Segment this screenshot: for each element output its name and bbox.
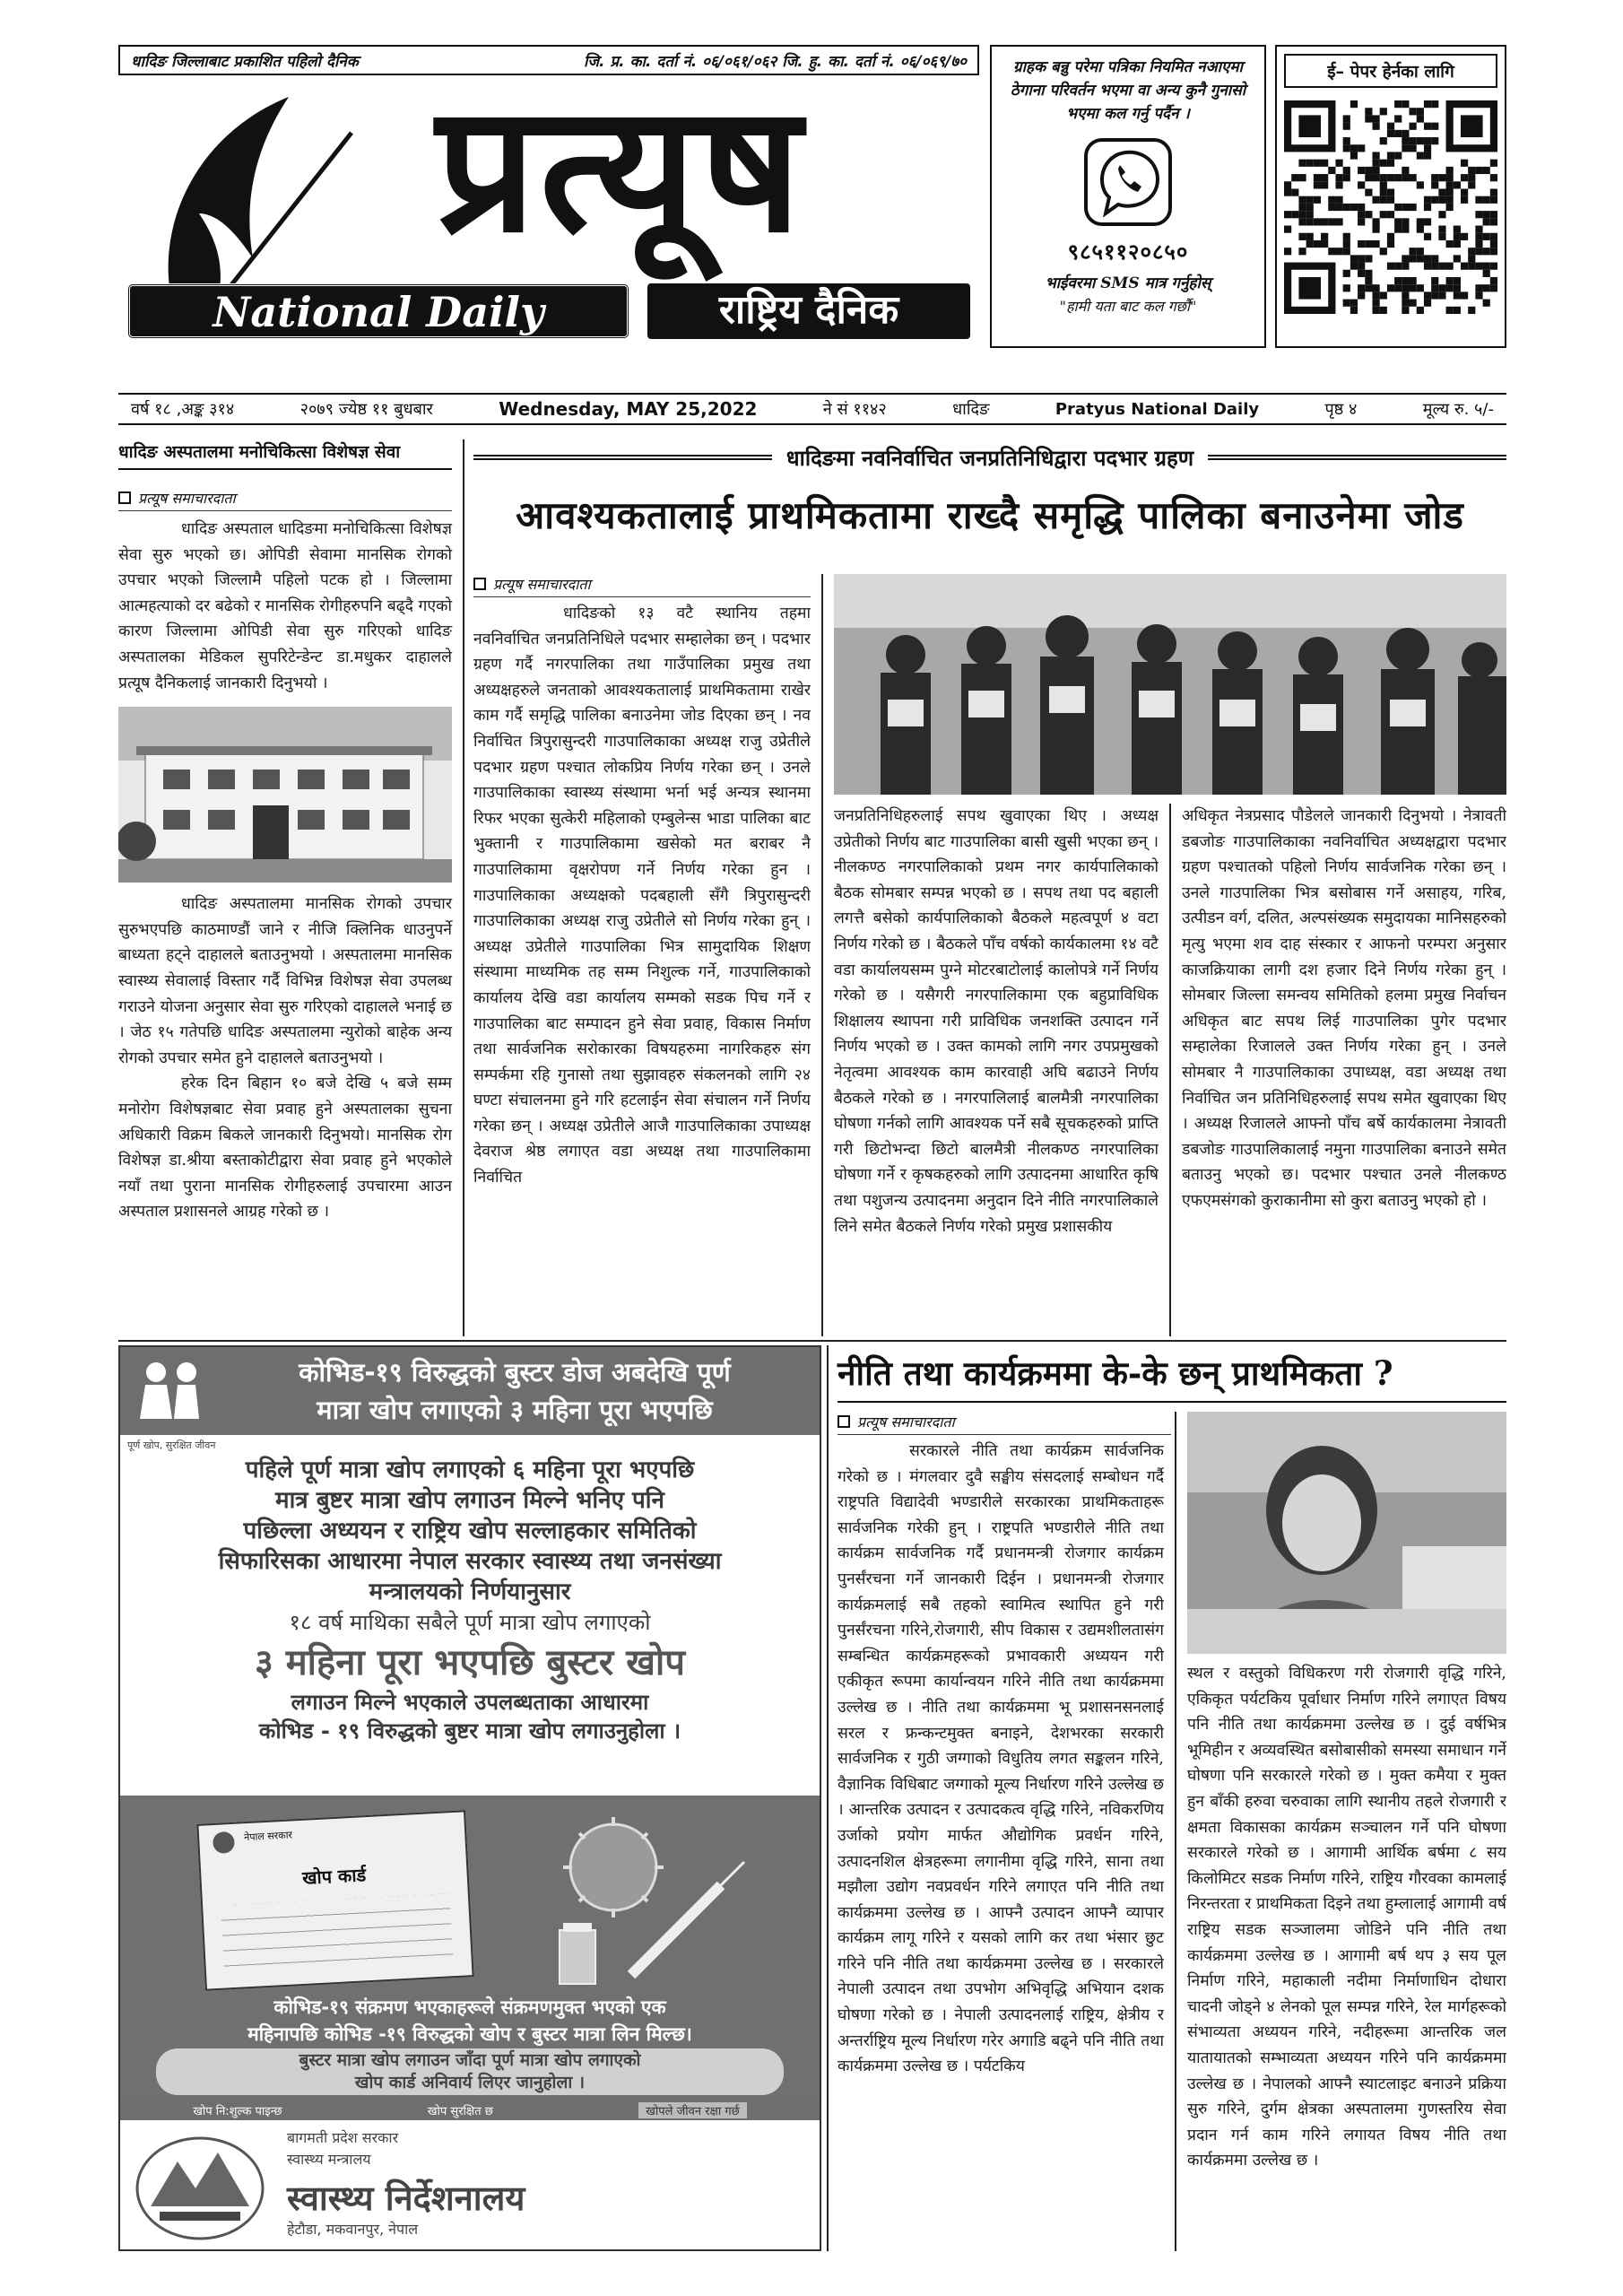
hospital-building-image xyxy=(118,707,452,883)
paper-name-en: Pratyus National Daily xyxy=(1055,399,1260,419)
square-icon xyxy=(118,491,131,504)
byline-text: प्रत्यूष समाचारदाता xyxy=(138,490,236,507)
phone-number: ९८५११२०८५० xyxy=(1067,239,1189,265)
logo-block xyxy=(118,65,979,348)
ad-big-line: ३ महिना पूरा भएपछि बुस्टर खोप xyxy=(254,1642,686,1683)
card-notice-box xyxy=(156,2048,784,2095)
page-count: पृष्ठ ४ xyxy=(1324,400,1358,419)
ad-body-line4: सिफारिसका आधारमा नेपाल सरकार स्वास्थ्य तथा जनसंख्या xyxy=(218,1548,722,1575)
square-icon xyxy=(473,578,486,590)
dateline-bar xyxy=(118,393,1506,425)
ad-tag-free: खोप नि:शुल्क पाइन्छ xyxy=(193,2105,282,2118)
lead-col1: धादिङको १३ वटै स्थानिय तहमा नवनिर्वाचित जनप्रतिनिधिले पदभार सम्हालेका छन् । पदभार ग्रहण गर्दै नगरपालिका तथा गाउँपालिका प्रमुख तथा अध्यक्षहरुले जनताको आवश्यकतालाई प्राथमिकतामा राखेर काम गर्दै समृद्धि पालिका बनाउनेमा जोड दिएका छन् । नव निर्वाचित त्रिपुरासुन्दरी गाउपालिकाका अध्यक्ष राजु उप्रेतीले पदभार ग्रहण पश्चात लोकप्रिय निर्णय गरेका छन् । उनले गाउपालिकाका स्वास्थ्य संस्थामा भर्ना भई अन्यत्र स्थानमा रिफर भएका सुत्केरी महिलाको एम्बुलेन्स भाडा पालिका बाट भुक्तानी र गाउपालिकामा खसेको मत बराबर नै गाउपालिकामा वृक्षरोपण गर्ने निर्णय गरेका हुन । गाउपालिकाका अध्यक्षको पदबहाली सँगै त्रिपुरासुन्दरी गाउपालिकाका अध्यक्ष राजु उप्रेतीले सो निर्णय गरेका हुन् । अध्यक्ष उप्रेतीले गाउपालिका भित्र सामुदायिक शिक्षण संस्थामा माध्यमिक तह सम्म निशुल्क गर्ने, गाउपालिकाको कार्यालय देखि वडा कार्यालय सम्मको सडक पिच गर्ने र गाउपालिका बाट सम्पादन हुने सेवा प्रवाह, विकास निर्माण तथा सार्वजनिक सरोकारका विषयहरुमा नागरिकहरु संग सम्पर्कमा रहि गुनासो तथा सुझावहरु संकलनको लागि २४ घण्टा संचालनमा हुने गरि हटलाईन सेवा संचालन गर्ने निर्णय गरेका छन् । अध्यक्ष उप्रेतीले आजै गाउपालिकाका उपाध्यक्ष देवराज श्रेष्ठ लगाएत वडा अध्यक्ष तथा गाउपालिकामा निर्वाचित xyxy=(473,604,811,1187)
left-article-para3: हरेक दिन बिहान १० बजे देखि ५ बजे सम्म मनोरोग विशेषज्ञबाट सेवा प्रवाह हुने अस्पतालका सुचना अधिकारी विक्रम बिकले जानकारी दिनुभयो। मानसिक रोग विशेषज्ञ डा.श्रीया बस्ताकोटीद्वारा सेवा प्रवाह हुने भएकोले नयाँ तथा पुराना मानसिक रोगीहरुलाई उपचारमा आउन अस्पताल प्रशासनले आग्रह गरेको छ । xyxy=(118,1074,452,1222)
lead-kicker: धादिङमा नवनिर्वाचित जनप्रतिनिधिद्वारा पदभार ग्रहण xyxy=(785,445,1194,471)
vaccinated-children-icon xyxy=(136,1360,208,1422)
rashtriya-dainik-text: राष्ट्रिय दैनिक xyxy=(718,287,899,333)
column-rule-left xyxy=(463,439,464,1336)
ad-tag-safe: खोप सुरक्षित छ xyxy=(427,2105,493,2118)
policy-byline xyxy=(838,1412,1171,1435)
viber-note: भाईवरमा SMS मात्र गर्नुहोस् xyxy=(1045,274,1211,292)
ad-body-line7: लगाउन मिल्ने भएकाले उपलब्धताका आधारमा xyxy=(291,1690,649,1715)
national-daily-banner xyxy=(127,283,629,339)
covid-booster-ad xyxy=(118,1345,821,2251)
oath-ceremony-image xyxy=(834,574,1506,795)
oath-ceremony-photo xyxy=(834,574,1506,795)
viber-phone-icon xyxy=(1079,133,1177,231)
masthead xyxy=(118,45,1506,350)
kicker-rule-left xyxy=(473,455,772,460)
ad-body-line8: कोभिड - १९ विरुद्धको बुष्टर मात्रा खोप लगाउनुहोला । xyxy=(258,1718,681,1744)
left-article-headline: धादिङ अस्पतालमा मनोचिकित्सा विशेषज्ञ सेवा xyxy=(118,439,452,470)
epaper-box xyxy=(1275,45,1506,348)
rashtriya-dainik-banner xyxy=(647,283,970,339)
ad-body-line1: पहिले पूर्ण मात्रा खोप लगाएको ६ महिना पूरा भएपछि xyxy=(245,1457,695,1483)
byline-text: प्रत्यूष समाचारदाता xyxy=(857,1413,955,1431)
lead-byline xyxy=(473,574,811,597)
ad-dark-panel xyxy=(120,1796,820,2100)
ad-body-line2: मात्र बुष्टर मात्रा खोप लगाउन मिल्ने भनिए पनि xyxy=(275,1487,664,1514)
policy-article xyxy=(838,1345,1506,2251)
left-article-byline xyxy=(118,488,452,511)
ad-title-line1: कोभिड-१९ विरुद्धको बुस्टर डोज अबदेखि पूर्ण xyxy=(299,1357,731,1387)
org-name: स्वास्थ्य निर्देशनालय xyxy=(287,2179,525,2218)
epaper-label: ई– पेपर हेर्नका लागि xyxy=(1284,54,1497,88)
org-line1: बागमती प्रदेश सरकार xyxy=(287,2129,399,2146)
ad-body-line3: पछिल्ला अध्ययन र राष्ट्रिय खोप सल्लाहकार समितिको xyxy=(243,1518,697,1544)
lead-headline: आवश्यकतालाई प्राथमिकतामा राख्दै समृद्धि पालिका बनाउनेमा जोड xyxy=(516,493,1464,537)
ad-body-line6: १८ वर्ष माथिका सबैले पूर्ण मात्रा खोप लगाएको xyxy=(289,1610,651,1635)
place: धादिङ xyxy=(952,400,990,419)
column-rule-ad xyxy=(827,1345,829,2251)
ad-tag-protect: खोपले जीवन रक्षा गर्छ xyxy=(638,2102,747,2118)
nepal-emblem-icon xyxy=(208,1830,239,1857)
en-date: Wednesday, MAY 25,2022 xyxy=(499,398,758,420)
hospital-photo xyxy=(118,707,452,883)
national-daily-text: National Daily xyxy=(213,288,544,336)
nepal-sambat: ने सं ११४२ xyxy=(822,400,887,419)
logo-title: प्रत्यूष xyxy=(436,65,805,272)
virus-syringe-icon xyxy=(506,1813,793,1993)
org-address: हेटौडा, मकवानपुर, नेपाल xyxy=(287,2221,419,2238)
left-article-para1: धादिङ अस्पताल धादिङमा मनोचिकित्सा विशेषज्ञ सेवा सुरु भएको छ। ओपिडी सेवामा मानसिक रोगको उपचार भएको जिल्लामै पहिलो पटक हो । जिल्लामा आत्महत्याको दर बढेको र मानसिक रोगीहरुपनि बढ्दै गएको कारण जिल्लामा ओपिडी सेवा सुरु गरिएको धादिङ अस्पतालका मेडिकल सुपरिटेन्डेन्ट डा.मधुकर दाहालले प्रत्यूष दैनिकलाई जानकारी दिनुभयो । xyxy=(118,520,452,692)
lead-col-rule-1 xyxy=(821,574,823,1336)
org-line2: स्वास्थ्य मन्त्रालय xyxy=(287,2151,371,2168)
vaccine-card-title: खोप कार्ड xyxy=(301,1864,367,1889)
vaccine-card-lines xyxy=(221,1893,454,1977)
left-article xyxy=(118,439,452,1336)
lead-article xyxy=(473,439,1506,1336)
president-speaking-image xyxy=(1187,1412,1506,1654)
kicker-rule-right xyxy=(1208,455,1506,460)
ad-body xyxy=(120,1455,820,1745)
infection-note-line1: कोभिड-१९ संक्रमण भएकाहरूले संक्रमणमुक्त भएको एक xyxy=(273,1996,666,2018)
ad-title-line2: मात्रा खोप लगाएको ३ महिना पूरा भएपछि xyxy=(317,1395,713,1425)
subscription-box xyxy=(990,45,1266,348)
registration-numbers: जि. प्र. का. दर्ता नं. ०६/०६१/०६२ जि. हु. का. दर्ता नं. ०६/०६९/७० xyxy=(584,52,967,71)
lead-col3: अधिकृत नेत्रप्रसाद पौडेलले जानकारी दिनुभयो । नेत्रावती डबजोङ गाउपालिकाका नवनिर्वाचित अध्यक्षद्वारा पदभार ग्रहण पश्चातको पहिलो निर्णय सार्वजनिक गरेका छन् । उनले गाउपालिका भित्र बसोबास गर्ने असाहय, गरिब, उत्पीडन वर्ग, दलित, अल्पसंख्यक समुदायका मानिसहरुको मृत्यु भएमा शव दाह संस्कार र आफनो परम्परा अनुसार काजक्रियाका लागी दश हजार दिने निर्णय गरेका हुन् । सोमबार जिल्ला समन्वय समितिको हलमा प्रमुख निर्वाचन अधिकृत बाट सपथ लिई गाउपालिका पुगेर पदभार सम्हालेका रिजालले उक्त निर्णय गरेका हुन् । उनले सोमबार नै गाउपालिकाका उपाध्यक्ष, वडा अध्यक्ष तथा निर्वाचित जन प्रतिनिधिहरुलाई सपथ समेत खुवाएका थिए । अध्यक्ष रिजालले आफ्नो पाँच बर्षे कार्यकालमा नेत्रावती डबजोङ गाउपालिकालाई नमुना गाउपालिका बनाउने समेत बताउनु भएको छ। पदभार पश्चात उनले नीलकण्ठ एफएमसंगको कुराकानीमा सो कुरा बताउनु भएको हो । xyxy=(1182,807,1506,1210)
vaccine-card-header: नेपाल सरकार xyxy=(243,1829,293,1844)
byline-text: प्रत्यूष समाचारदाता xyxy=(493,576,591,593)
card-notice-line1: बुस्टर मात्रा खोप लगाउन जाँदा पूर्ण मात्रा खोप लगाएको xyxy=(299,2050,641,2070)
volume-issue: वर्ष १८ ,अङ्क ३१४ xyxy=(131,400,235,419)
qr-code-icon[interactable] xyxy=(1284,100,1497,314)
ad-title-band xyxy=(120,1347,820,1435)
price: मूल्य रु. ५/- xyxy=(1422,400,1494,419)
left-article-para2: धादिङ अस्पतालमा मानसिक रोगको उपचार सुरुभएपछि काठमाण्डौं जाने र नीजि क्लिनिक धाउनुपर्ने बाध्यता हट्ने दाहालले बताउनुभयो । अस्पतालमा मानसिक स्वास्थ्य सेवालाई विस्तार गर्दै विभिन्न विशेषज्ञ सेवा उपलब्ध गराउने योजना अनुसार सेवा सुरु गरिएको दाहालले भनाई छ । जेठ १५ गतेपछि धादिङ अस्पतालमा न्युरोको बाहेक अन्य रोगको उपचार समेत हुने दाहालले बताउनुभयो । xyxy=(118,895,452,1067)
policy-col2: स्थल र वस्तुको विधिकरण गरी रोजगारी वृद्धि गरिने, एकिकृत पर्यटकिय पूर्वाधार निर्माण गरिने लगाएत विषय पनि नीति तथा कार्यक्रममा उल्लेख छ । दुई वर्षभित्र भूमिहीन र अव्यवस्थित बसोबासीको समस्या समाधान गर्ने घोषणा पनि सरकारले गरेको छ । मुक्त कमैया र मुक्त हुन बाँकी हरुवा चरुवाका लागि स्थानीय तहले रोजगारी र क्षमता विकासका कार्यक्रम सञ्चालन गर्ने पनि घोषणा सरकारले गरेको छ । आगामी आर्थिक बर्षमा ८ सय किलोमिटर सडक निर्माण गरिने, राष्ट्रिय गौरवका कामलाई निरन्तरता र प्राथमिकता दिइने तथा हुम्लालाई आगामी वर्ष राष्ट्रिय सडक सञ्जालमा जोडिने पनि नीति तथा कार्यक्रममा उल्लेख छ । आगामी बर्ष थप ३ सय पूल निर्माण गरिने, महाकाली नदीमा निर्माणाधिन दोधारा चादनी जोड्ने ४ लेनको पूल सम्पन्न गरिने, रेल मार्गहरूको संभाव्यता अध्ययन गरिने, नदीहरूमा आन्तरिक जल यातायातको सम्भाव्यता अध्ययन गरिने पनि कार्यक्रममा उल्लेख छ । नेपालको आफ्नै स्याटलाइट बनाउने प्रक्रिया सुरु गरिने, दुर्गम क्षेत्रका अस्पतालमा गुणस्तरिय सेवा प्रदान गर्न काम गरिने लगायत विषय नीति तथा कार्यक्रममा उल्लेख छ । xyxy=(1187,1665,1506,2170)
policy-col-rule xyxy=(1175,1412,1176,2251)
ad-logo-caption: पूर्ण खोप, सुरक्षित जीवन xyxy=(127,1439,216,1451)
bs-date: २०७९ ज्येष्ठ ११ बुधबार xyxy=(299,400,433,419)
government-emblem-icon xyxy=(133,2126,267,2242)
section-rule xyxy=(118,1340,1506,1342)
card-notice-line2: खोप कार्ड अनिवार्य लिएर जानुहोला । xyxy=(354,2073,586,2092)
lead-kicker-row xyxy=(473,439,1506,475)
ad-body-line5: मन्त्रालयको निर्णयानुसार xyxy=(369,1578,571,1605)
subscription-note: ग्राहक बन्नु परेमा पत्रिका नियमित नआएमा ठेगाना परिवर्तन भएमा वा अन्य कुनै गुनासो भएमा कल गर्नु पर्दैन । xyxy=(1010,58,1246,123)
square-icon xyxy=(838,1415,850,1428)
lead-col-rule-2 xyxy=(1169,804,1171,1336)
policy-col1: सरकारले नीति तथा कार्यक्रम सार्वजनिक गरेको छ । मंगलवार दुवै सङ्घीय संसदलाई सम्बोधन गर्दै राष्ट्रपति विद्यादेवी भण्डारीले सरकारका प्राथमिकताहरू सार्वजनिक गरेकी हुन् । राष्ट्रपति भण्डारीले नीति तथा कार्यक्रम सार्वजनिक गर्दै प्रधानमन्त्री रोजगार कार्यक्रम पुनर्संरचना गर्ने जानकारी दिईन । प्रधानमन्त्री रोजगार कार्यक्रमलाई सबै तहको स्वामित्व स्थापित हुने गरी पुनर्संरचना गरिने,रोजगारी, सीप विकास र उद्यमशीलतासंग सम्बन्धित कार्यक्रमहरूको प्रभावकारी अध्ययन गरी एकीकृत रूपमा कार्यान्वयन गरिने नीति तथा कार्यक्रममा उल्लेख छ । नीति तथा कार्यक्रममा भू प्रशासनसनलाई सरल र फ्रन्कन्टमुक्त बनाइने, देशभरका सरकारी सार्वजनिक र गुठी जग्गाको विधुतिय लगत सङ्कलन गरिने, वैज्ञानिक विधिबाट जग्गाको मूल्य निर्धारण गरिने उल्लेख छ । आन्तरिक उत्पादन र उत्पादकत्व वृद्धि गरिने, नविकरणिय उर्जाको प्रयोग मार्फत औद्योगिक प्रवर्धन गरिने, उत्पादनशिल क्षेत्रहरूमा लगानीमा वृद्धि गरिने, साना तथा मझौला उद्योग नवप्रवर्धन गरिने लगाएत पनि नीति तथा कार्यक्रममा उल्लेख छ । आफ्नै उत्पादन आफ्नै व्यापार कार्यक्रम लागू गरिने र यसको लागि कर तथा भंसार छुट गरिने पनि नीति तथा कार्यक्रममा उल्लेख छ । सरकारले नेपाली उत्पादन तथा उपभोग अभिवृद्धि अभियान दशक घोषणा गरेको छ । नेपाली उत्पादनलाई राष्ट्रिय, क्षेत्रीय र अन्तर्राष्ट्रिय मूल्य निर्धारण गरेर अगाडि बढ्ने पनि नीति तथा कार्यक्रममा उल्लेख छ । पर्यटकिय xyxy=(838,1442,1164,2076)
policy-headline: नीति तथा कार्यक्रममा के-के छन् प्राथमिकता ? xyxy=(838,1345,1506,1403)
slogan: "हामी यता बाट कल गर्छौ" xyxy=(1059,298,1197,315)
vaccine-card xyxy=(196,1810,473,1990)
president-photo xyxy=(1187,1412,1506,1654)
ad-tag-strip xyxy=(120,2100,820,2120)
lead-col2: जनप्रतिनिधिहरुलाई सपथ खुवाएका थिए । अध्यक्ष उप्रेतीको निर्णय बाट गाउपालिका बासी खुसी भएका छन् । नीलकण्ठ नगरपालिकाको प्रथम नगर कार्यपालिकाको बैठक सोमबार सम्पन्न भएको छ । सपथ तथा पद बहाली लगत्तै बसेको कार्यपालिकाको बैठकले महत्वपूर्ण ४ वटा निर्णय गरेको छ । बैठकले पाँच वर्षको कार्यकालमा १४ वटै वडा कार्यालयसम्म पुग्ने मोटरबाटोलाई कालोपत्रे गर्ने निर्णय गरेको छ । यसैगरी नगरपालिकामा एक बहुप्राविधिक शिक्षालय स्थापना गरी प्राविधिक जनशक्ति उत्पादन गर्ने निर्णय भएको छ । उक्त कामको लागि नगर उपप्रमुखको नेतृत्वमा आवश्यक काम कारवाही अघि बढाउने निर्णय बैठकले गरेको छ । नगरपालिलाई बालमैत्री नगरपालिका घोषणा गर्नको लागि आवश्यक पर्ने सबै सूचकहरुको प्राप्ति गरी छिटोभन्दा छिटो बालमैत्री नीलकण्ठ नगरपालिका घोषणा गर्ने र कृषकहरुको लागि उत्पादनमा आधारित कृषि तथा पशुजन्य उत्पादनमा अनुदान दिने नीति नगरपालिकाले लिने समेत बैठकले निर्णय गरेको प्रमुख प्रशासकीय xyxy=(834,807,1159,1236)
top-left-note: धादिङ जिल्लाबाट प्रकाशित पहिलो दैनिक xyxy=(131,52,359,71)
infection-note-line2: महिनापछि कोभिड -१९ विरुद्धको खोप र बुस्टर मात्रा लिन मिल्छ। xyxy=(247,2023,692,2045)
